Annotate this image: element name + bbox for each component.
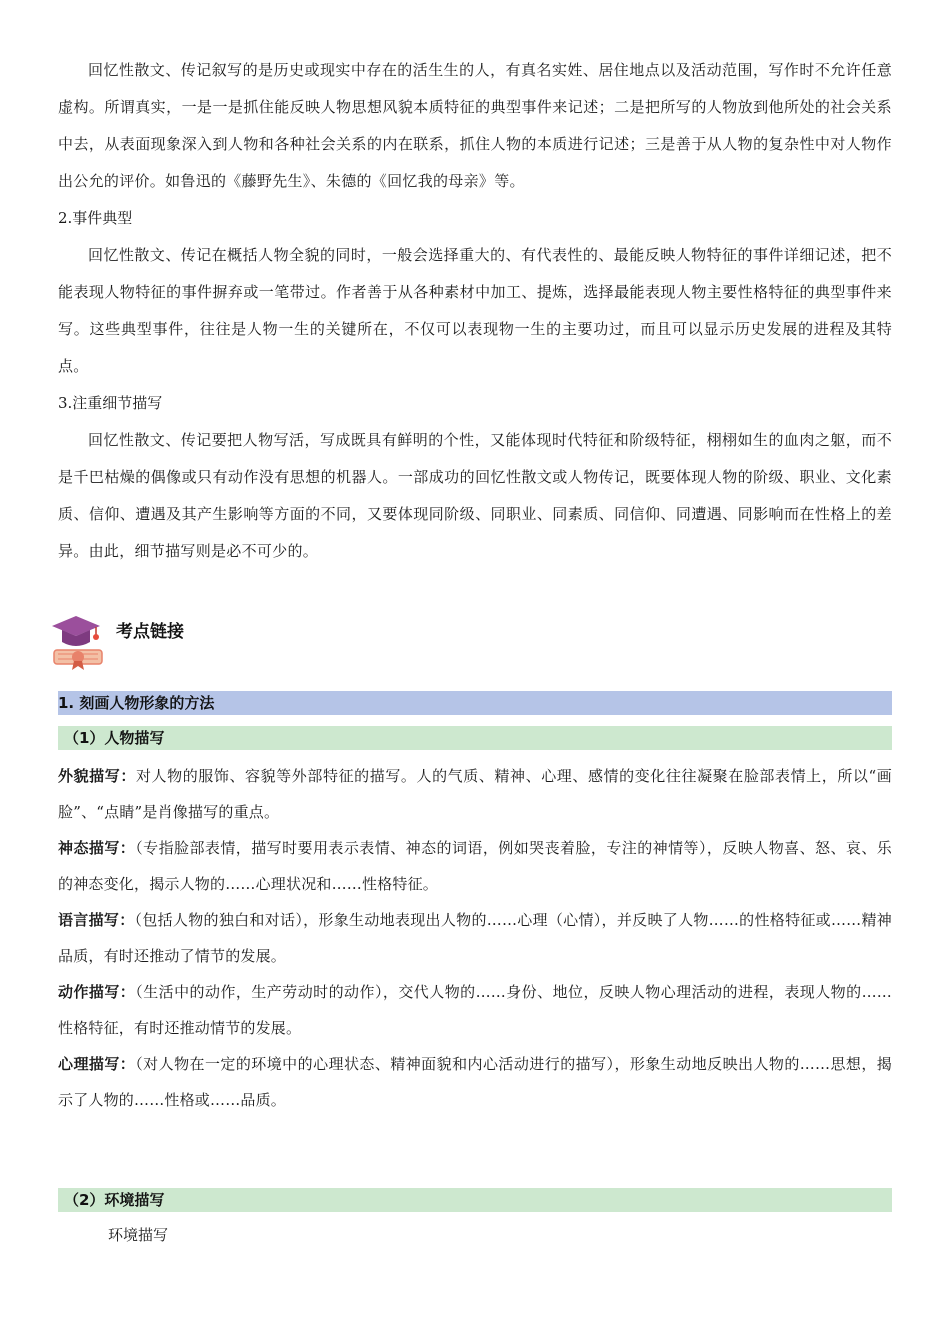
list-item [58,758,892,830]
subheading-character-description: （1）人物描写 [58,726,892,750]
heading-details: 3.注重细节描写 [58,394,163,412]
environment-text: 环境描写 [108,1226,169,1244]
list-item [58,902,892,974]
section-title: 考点链接 [116,622,184,642]
term-label: 神态描写： [58,839,136,857]
term-description: （对人物在一定的环境中的心理状态、精神面貌和内心活动进行的描写），形象生动地反映出人物的……思想，揭示了人物的……性格或……品质。 [58,1055,892,1109]
term-description: （生活中的动作，生产劳动时的动作），交代人物的……身份、地位，反映人物心理活动的进程，表现人物的……性格特征，有时还推动情节的发展。 [58,983,892,1037]
term-description: （包括人物的独白和对话），形象生动地表现出人物的……心理（心情），并反映了人物……的性格特征或……精神品质，有时还推动了情节的发展。 [58,911,892,965]
term-label: 外貌描写： [58,767,136,785]
paragraph-details: 回忆性散文、传记要把人物写活，写成既具有鲜明的个性，又能体现时代特征和阶级特征，栩栩如生的血肉之躯，而不是千巴枯燥的偶像或只有动作没有思想的机器人。一部成功的回忆性散文或人物传记，既要体现人物的阶级、职业、文化素质、信仰、遭遇及其产生影响等方面的不同，又要体现同阶级、同职业、同素质、同信仰、同遭遇、同影响而在性格上的差异。由此，细节描写则是必不可少的。 [58,431,892,560]
term-description: （专指脸部表情，描写时要用表示表情、神态的词语，例如哭丧着脸，专注的神情等），反映人物喜、怒、哀、乐的神态变化，揭示人物的……心理状况和……性格特征。 [58,839,892,893]
paragraph-truthfulness: 回忆性散文、传记叙写的是历史或现实中存在的活生生的人，有真名实姓、居住地点以及活动范围，写作时不允许任意虚构。所谓真实，一是一是抓住能反映人物思想风貌本质特征的典型事件来记述；二是把所写的人物放到他所处的社会关系中去，从表面现象深入到人物和各种社会关系的内在联系，抓住人物的本质进行记述；三是善于从人物的复杂性中对人物作出公允的评价。如鲁迅的《藤野先生》、朱德的《回忆我的母亲》等。 [58,61,892,190]
list-item [58,1046,892,1118]
term-label: 动作描写： [58,983,136,1001]
description-list [58,758,892,1118]
term-label: 语言描写： [58,911,135,929]
heading-typical-events: 2.事件典型 [58,209,133,227]
subheading-environment-description: （2）环境描写 [58,1188,892,1212]
paragraph-typical-events: 回忆性散文、传记在概括人物全貌的同时，一般会选择重大的、有代表性的、最能反映人物特征的事件详细记述，把不能表现人物特征的事件摒弃或一笔带过。作者善于从各种素材中加工、提炼，选择最能表现人物主要性格特征的典型事件来写。这些典型事件，往往是人物一生的关键所在，不仅可以表现物一生的主要功过，而且可以显示历史发展的进程及其特点。 [58,246,892,375]
term-label: 心理描写： [58,1055,136,1073]
heading-portrayal-methods: 1. 刻画人物形象的方法 [58,691,892,715]
list-item [58,974,892,1046]
list-item [58,830,892,902]
term-description: 对人物的服饰、容貌等外部特征的描写。人的气质、精神、心理、感情的变化往往凝聚在脸部表情上，所以“画脸”、“点睛”是肖像描写的重点。 [58,767,892,821]
intro-section [58,52,892,570]
